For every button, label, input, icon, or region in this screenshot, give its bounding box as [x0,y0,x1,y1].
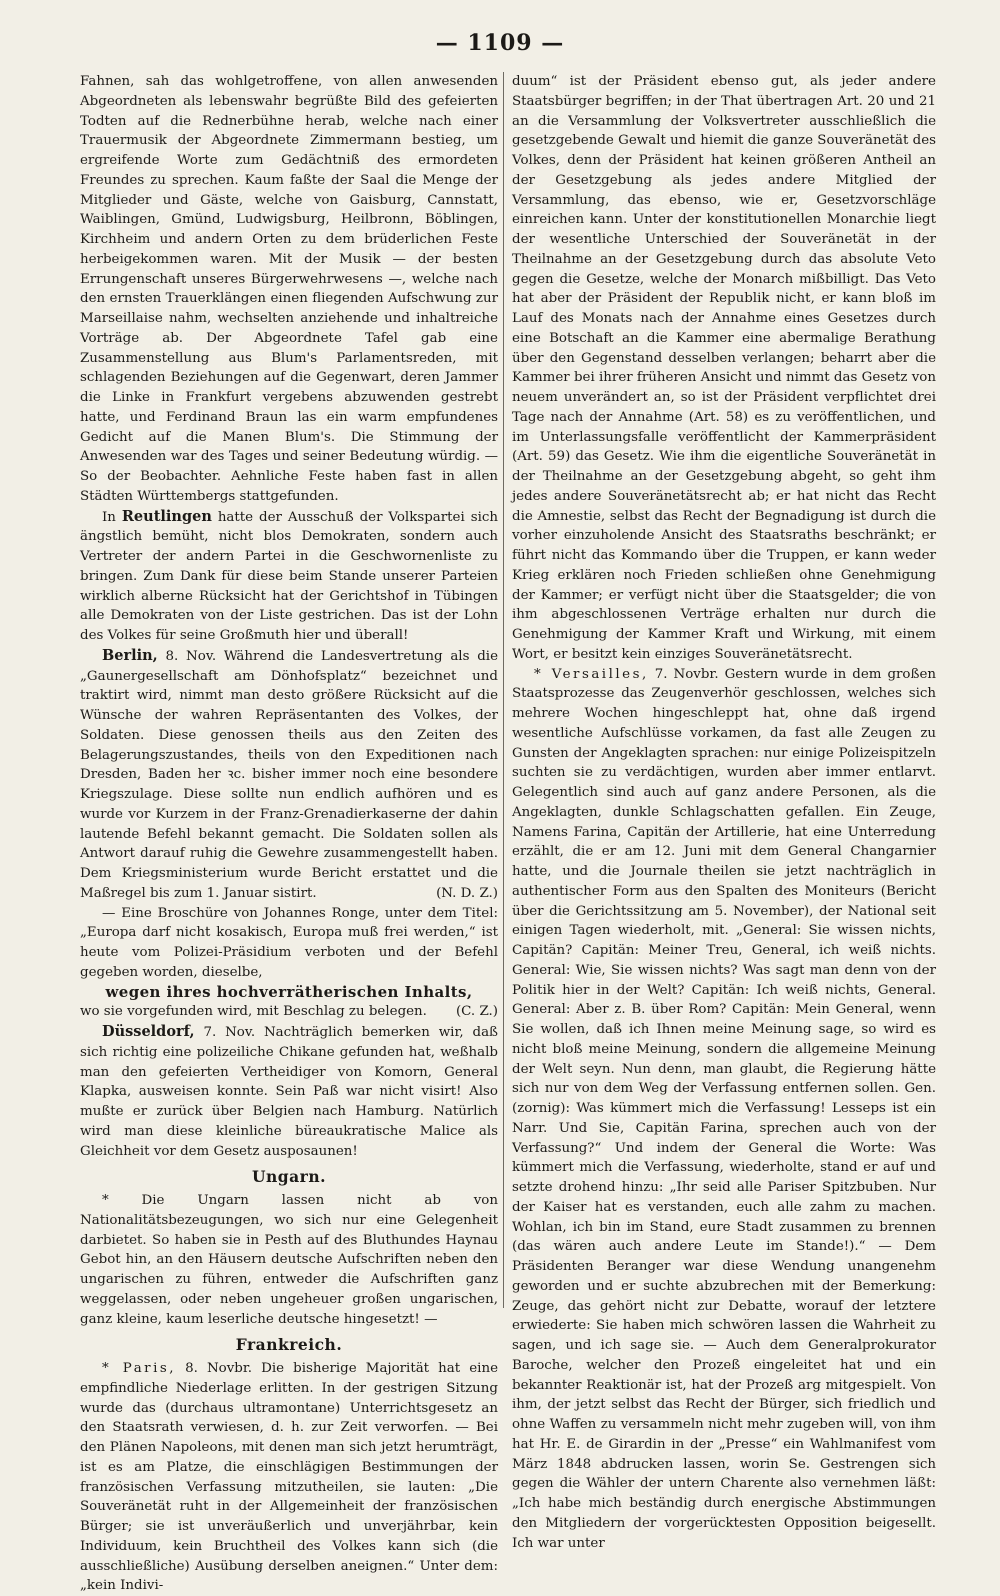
dateline-place: Düsseldorf, [102,1023,195,1040]
article-paragraph: duum“ ist der Präsident ebenso gut, als jeder andere Staatsbürger begriffen; in der That übertragen Art. 20 und 21 an die Versammlung der Volksvertreter ausschließlich die gesetzgebende Gewalt und hiemit die ganze Souveränetät des Volkes, denn der Präsident hat keinen größeren Antheil an der Gesetzgebung als jedes andere Mitglied der Versammlung, das ebenso, wie er, Gesetzvorschläge einreichen kann. Unter der konstitutionellen Monarchie liegt der wesentliche Unterschied der Souveränetät in der Theilnahme an der Gesetzgebung durch das absolute Veto gegen die Gesetze, welche der Monarch mißbilligt. Das Veto hat aber der Präsident der Republik nicht, er kann bloß im Lauf des Monats nach der Annahme eines Gesetzes durch eine Botschaft an die Kammer eine abermalige Berathung über den Gegenstand desselben verlangen; beharrt aber die Kammer bei ihrer früheren Ansicht und nimmt das Gesetz von neuem unverändert an, so ist der Präsident verpflichtet drei Tage nach der Annahme (Art. 58) es zu veröffentlichen, und im Unterlassungsfalle veröffentlicht der Kammerpräsident (Art. 59) das Gesetz. Wie ihm die eigentliche Souveränetät in der Theilnahme an der Gesetzgebung abgeht, so geht ihm jedes andere Souveränetätsrecht ab; er hat nicht das Recht die Amnestie, selbst das Recht der Begnadigung ist durch die vorher einzuholende Ansicht des Staatsraths beschränkt; er führt nicht das Kommando über die Truppen, er kann weder Krieg erklären noch Frieden schließen ohne Genehmigung der Kammer; er verfügt nicht über die Staatsgelder; die von ihm abgeschlossenen Verträge erhalten nur durch die Genehmigung der Kammer Kraft und Wirkung, mit einem Wort, er besitzt kein einziges Souveränetätsrecht. [512,74,936,662]
article-paragraph [80,1022,498,1161]
right-column [512,72,936,1551]
paragraph-text: 8. Nov. Während die Landesvertretung als die „Gaunergesellschaft am Dönhofsplatz“ bezeichnet und traktirt wird, nimmt man desto größere Rücksicht auf die Wünsche der wahren Repräsentanten des Volkes, der Soldaten. Diese genossen theils aus den Zeiten des Belagerungszustandes, theils von den Expeditionen nach Dresden, Baden her ꝛc. bisher immer noch eine besondere Kriegszulage. Diese sollte nun endlich aufhören und es wurde vor Kurzem in der Franz-Grenadierkaserne der dahin lautende Befehl bekannt gemacht. Die Soldaten sollen als Antwort darauf ruhig die Gewehre zusammengestellt haben. Dem Kriegsministerium wurde Bericht erstattet und die Maßregel bis zum 1. Januar sistirt. [80,648,498,901]
left-column [80,72,498,1594]
dateline-place: * Paris, [102,1361,176,1376]
dateline-place: Reutlingen [121,507,212,525]
section-heading: Ungarn. [252,1167,326,1187]
source-citation: (C. Z.) [455,1004,498,1020]
article-paragraph [80,904,498,1023]
page-number: — 1109 — [435,30,565,56]
paragraph-text: wo sie vorgefunden wird, mit Beschlag zu belegen. [80,1004,427,1020]
article-paragraph: Fahnen, sah das wohlgetroffene, von allen anwesenden Abgeordneten als lebenswahr begrüßte Bild des gefeierten Todten auf die Rednerbühne herab, welche nach einer Trauermusik der Abgeordnete Zimmermann bestieg, um ergreifende Worte zum Gedächtniß des ermordeten Freundes zu sprechen. Kaum faßte der Saal die Menge der Mitglieder und Gäste, welche von Gaisburg, Cannstatt, Waiblingen, Gmünd, Ludwigsburg, Heilbronn, Böblingen, Kirchheim und andern Orten zu dem brüderlichen Feste herbeigekommen waren. Mit der Musik — der besten Errungenschaft unseres Bürgerwehrwesens —, welche nach den ernsten Trauerklängen einen fliegenden Aufschwung zur Marseillaise nahm, wechselten anziehende und inhaltreiche Vorträge ab. Der Abgeordnete Tafel gab eine Zusammenstellung aus Blum's Parlamentsreden, mit schlagenden Beziehungen auf die Gegenwart, deren Jammer die Linke in Frankfurt vergebens abzuwenden gestrebt hatte, und Ferdinand Braun las ein warm empfundenes Gedicht auf die Manen Blum's. Die Stimmung der Anwesenden war des Tages und seiner Bedeutung würdig. — So der Beobachter. Aehnliche Feste haben fast in allen Städten Württembergs stattgefunden. [80,74,498,504]
article-paragraph [80,1359,498,1596]
article-paragraph [80,507,498,646]
article-paragraph: * Die Ungarn lassen nicht ab von Nationalitätsbezeugungen, wo sich nur eine Gelegenheit darbietet. So haben sie in Pesth auf des Bluthundes Haynau Gebot hin, an den Häusern deutsche Aufschriften neben den ungarischen zu führen, entweder die Aufschriften ganz weggelassen, oder neben ungeheuer großen ungarischen, ganz kleine, kaum leserliche deutsche hingesetzt! — [80,1193,498,1327]
source-citation: (N. D. Z.) [436,885,498,901]
paragraph-text: hatte der Ausschuß der Volkspartei sich ängstlich bemüht, nicht blos Demokraten, sondern auch Vertreter der andern Partei in die Geschwornenliste zu bringen. Zum Dank für diese beim Stande unserer Parteien wirklich alberne Rücksicht hat der Gerichtshof in Tübingen alle Demokraten von der Liste gestrichen. Das ist der Lohn des Volkes für seine Großmuth hier und überall! [80,509,498,643]
column-divider [503,72,504,1308]
paragraph-text: 7. Nov. Nachträglich bemerken wir, daß sich richtig eine polizeiliche Chikane gefunden hat, weßhalb man den gefeierten Vertheidiger von Komorn, General Klapka, ausweisen konnte. Sein Paß war nicht visirt! Also mußte er zurück über Belgien nach Hamburg. Natürlich wird man diese kleinliche büreaukratische Malice als Gleichheit vor dem Gesetz ausposaunen! [80,1025,498,1159]
dateline-place: * Versailles, [534,666,649,682]
bold-headline: wegen ihres hochverrätherischen Inhalts, [105,982,473,1001]
dateline-place: Berlin, [102,646,158,664]
article-paragraph [80,646,498,904]
section-heading: Frankreich. [235,1335,343,1355]
article-paragraph [512,665,936,1554]
dateline-prefix: In [102,509,116,525]
paragraph-text: 8. Novbr. Die bisherige Majorität hat eine empfindliche Niederlage erlitten. In der gestrigen Sitzung wurde das (durchaus ultramontane) Unterrichtsgesetz an den Staatsrath verwiesen, d. h. zur Zeit verworfen. — Bei den Plänen Napoleons, mit denen man sich jetzt herumträgt, ist es am Platze, die einschlägigen Bestimmungen der französischen Verfassung mitzutheilen, sie lauten: „Die Souveränetät ruht in der Allgemeinheit der französischen Bürger; sie ist unveräußerlich und unverjährbar, kein Individuum, kein Bruchtheil des Volkes kann sich (die ausschließliche) Ausübung derselben aneignen.“ Unter dem: „kein Indivi- [80,1361,498,1594]
paragraph-text: — Eine Broschüre von Johannes Ronge, unter dem Titel: „Europa darf nicht kosakisch, Europa muß frei werden,“ ist heute vom Polizei-Präsidium verboten und der Befehl gegeben worden, dieselbe, [80,905,498,980]
paragraph-text: 7. Novbr. Gestern wurde in dem großen Staatsprozesse das Zeugenverhör geschlossen, welches sich mehrere Wochen hingeschleppt hat, ohne daß irgend wesentliche Aufschlüsse vorkamen, da fast alle Zeugen zu Gunsten der Angeklagten sprachen: nur einige Polizeispitzeln suchten sie zu verdächtigen, wurden aber immer entlarvt. Gelegentlich sind auch auf ganz andere Personen, als die Angeklagten, dunkle Schlagschatten gefallen. Ein Zeuge, Namens Farina, Capitän der Artillerie, hat eine Unterredung erzählt, die er am 12. Juni mit dem General Changarnier hatte, und die Journale theilen sie jetzt nachträglich in authentischer Form aus den Spalten des Moniteurs (Bericht über die Gerichtssitzung am 5. November), der National seit einigen Tagen wiederholt, mit. „General: Sie wissen nichts, Capitän? Capitän: Meiner Treu, General, ich weiß nichts. General: Wie, Sie wissen nichts? Was sagt man denn von der Politik hier in der Welt? Capitän: Ich weiß nichts, General. General: Aber z. B. über Rom? Capitän: Mein General, wenn Sie wollen, daß ich Ihnen meine Meinung sage, so wird es nicht bloß meine Meinung, sondern die allgemeine Meinung der Welt seyn. Nun denn, man glaubt, die Regierung hätte sich nur von dem Weg der Verfassung entfernen sollen. Gen. (zornig): Was kümmert mich die Verfassung! Lesseps ist ein Narr. Und Sie, Capitän Farina, sprechen auch von der Verfassung?“ Und indem der General die Worte: Was kümmert mich die Verfassung, wiederholte, stand er auf und setzte drohend hinzu: „Ihr seid alle Pariser Spitzbuben. Nur der Kaiser hat es verstanden, euch alle zahm zu machen. Wohlan, ich bin im Stand, eure Stadt zusammen zu brennen (das wären auch andere Leute im Stande!).“ — Dem Präsidenten Beranger war diese Wendung unangenehm geworden und er suchte abzubrechen mit der Bemerkung: Zeuge, das gehört nicht zur Debatte, worauf der letztere erwiederte: Sie haben mich schwören lassen die Wahrheit zu sagen, und ich sage sie. — Auch dem Generalprokurator Baroche, welcher den Prozeß eingeleitet hat und ein bekannter Reaktionär ist, hat der Prozeß arg mitgespielt. Von ihm, der jetzt selbst das Recht der Bürger, sich friedlich und ohne Waffen zu versammeln nicht mehr zugeben will, von ihm hat Hr. E. de Girardin in der „Presse“ ein Wahlmanifest vom März 1848 abdrucken lassen, worin Se. Gestrengen sich gegen die Wähler der untern Charente also vernehmen läßt: „Ich habe mich beständig durch energische Abstimmungen den Mitgliedern der vorgerücktesten Opposition beigesellt. Ich war unter [512,666,936,1551]
